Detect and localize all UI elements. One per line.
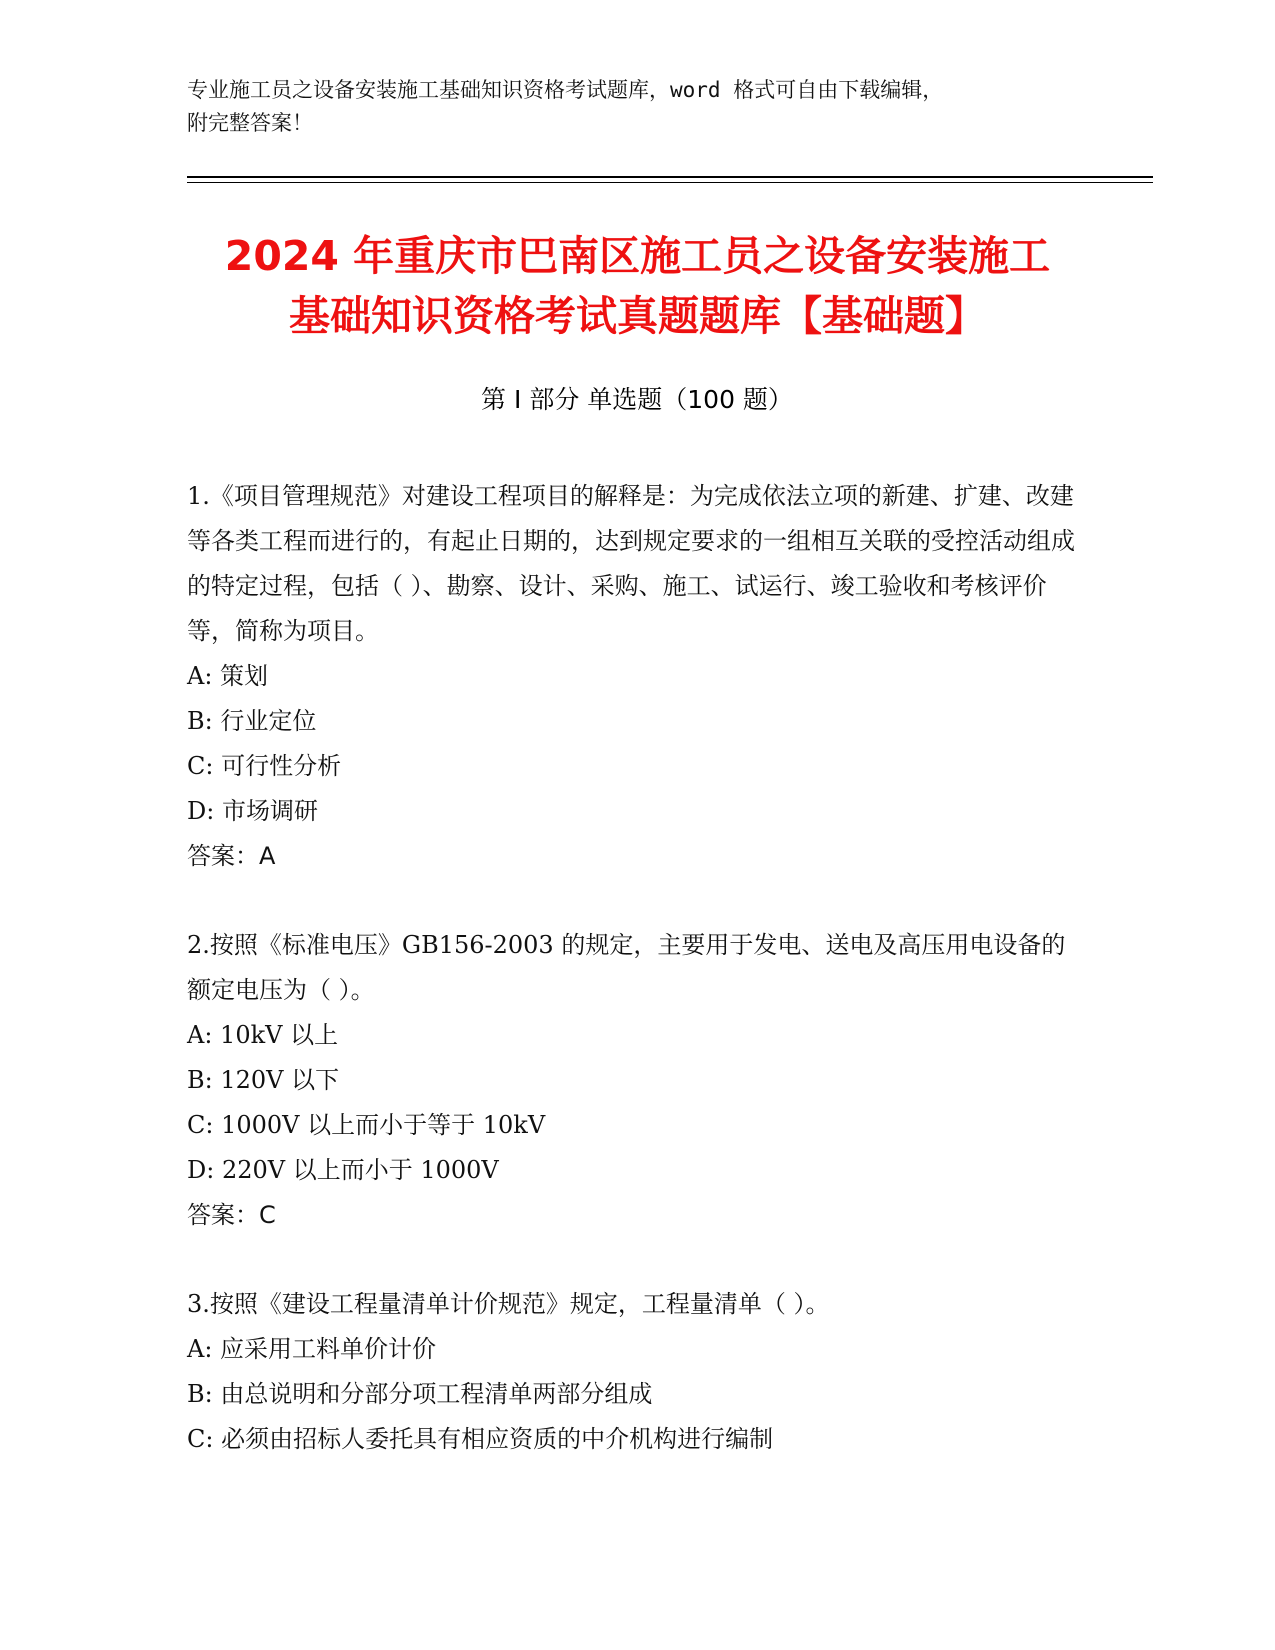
question-3: [187, 1282, 1087, 1462]
section-title: 第 I 部分 单选题（100 题）: [481, 385, 793, 414]
document-title-line-1: 2024 年重庆市巴南区施工员之设备安装施工: [224, 232, 1051, 280]
answer: 答案：A: [187, 842, 276, 870]
option-d: D: 220V 以上而小于 1000V: [187, 1156, 499, 1184]
answer: 答案：C: [187, 1201, 276, 1229]
option-b: B: 120V 以下: [187, 1066, 340, 1094]
option-a: A: 10kV 以上: [187, 1021, 339, 1049]
option-b: B: 行业定位: [187, 707, 317, 735]
option-a: A: 策划: [187, 662, 269, 690]
document-title-line-2: 基础知识资格考试真题题库【基础题】: [289, 292, 986, 340]
header-note-line-1: 专业施工员之设备安装施工基础知识资格考试题库，word 格式可自由下载编辑，: [187, 78, 944, 102]
question-stem: 1.《项目管理规范》对建设工程项目的解释是：为完成依法立项的新建、扩建、改建等各类工程而进行的，有起止日期的，达到规定要求的一组相互关联的受控活动组成的特定过程，包括（ ）、勘察、设计、采购、施工、试运行、竣工验收和考核评价等，简称为项目。: [187, 482, 1075, 645]
document-title: [140, 226, 1135, 346]
question-stem: 2.按照《标准电压》GB156-2003 的规定，主要用于发电、送电及高压用电设备的额定电压为（ ）。: [187, 931, 1066, 1004]
option-b: B: 由总说明和分部分项工程清单两部分组成: [187, 1380, 653, 1408]
option-c: C: 必须由招标人委托具有相应资质的中介机构进行编制: [187, 1425, 774, 1453]
header-note-line-2: 附完整答案！: [187, 111, 313, 135]
option-c: C: 1000V 以上而小于等于 10kV: [187, 1111, 546, 1139]
header-divider-thick: [187, 176, 1153, 178]
option-c: C: 可行性分析: [187, 752, 342, 780]
header-note: [187, 74, 1087, 140]
option-a: A: 应采用工料单价计价: [187, 1335, 437, 1363]
question-stem: 3.按照《建设工程量清单计价规范》规定，工程量清单（ ）。: [187, 1290, 830, 1318]
question-2: [187, 923, 1087, 1238]
header-divider-thin: [187, 182, 1153, 183]
question-1: [187, 474, 1087, 879]
question-list: [187, 474, 1087, 1506]
option-d: D: 市场调研: [187, 797, 318, 825]
